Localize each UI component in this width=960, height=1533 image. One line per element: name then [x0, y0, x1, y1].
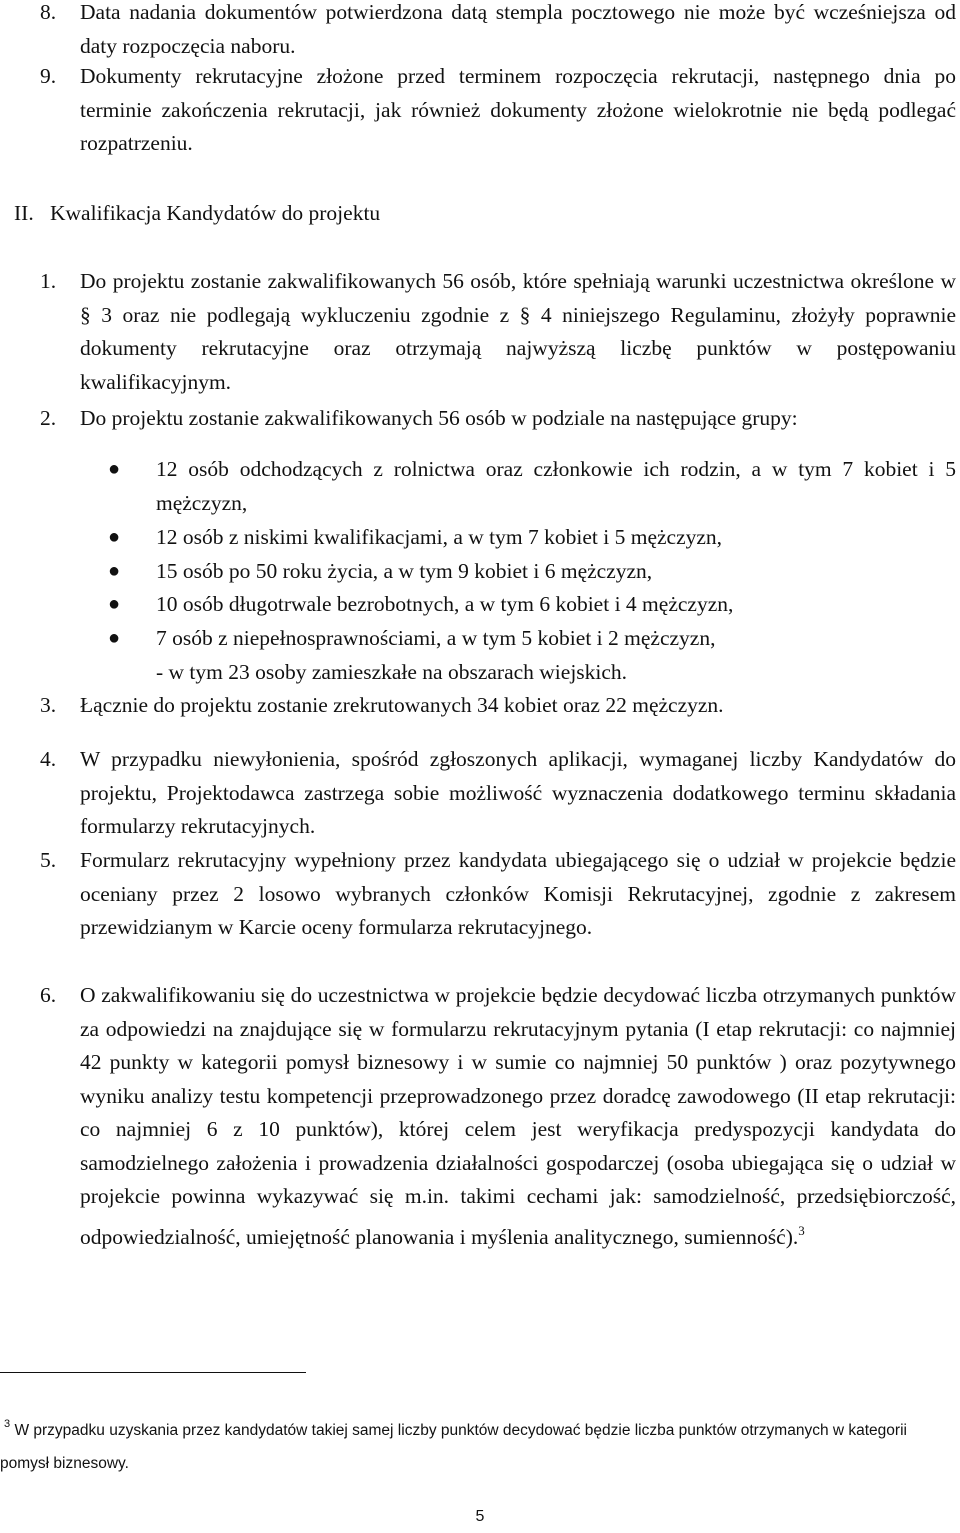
item-number: 9. [40, 64, 57, 88]
item-number: 5. [40, 848, 57, 872]
footnote-reference[interactable]: 3 [798, 1222, 805, 1238]
bullet-icon: ● [108, 627, 121, 649]
footnote-separator [0, 1372, 306, 1373]
rural-note: - w tym 23 osoby zamieszkałe na obszarach wiejskich. [156, 660, 628, 684]
item-text: Do projektu zostanie zakwalifikowanych 56 osób w podziale na następujące grupy: [80, 406, 798, 430]
section-title: Kwalifikacja Kandydatów do projektu [50, 201, 381, 225]
item-text-container [80, 979, 956, 1254]
footnote-mark: 3 [4, 1418, 11, 1430]
item-text: Do projektu zostanie zakwalifikowanych 56 osób, które spełniają warunki uczestnictwa określone w § 3 oraz nie podlegają wykluczeniu zgodnie z § 4 niniejszego Regulaminu, złożyły poprawnie dokumenty rekrutacyjne oraz otrzymają najwyższą liczbę punktów w postępowaniu kwalifikacyjnym. [80, 269, 956, 394]
footnote [0, 1408, 958, 1480]
group-text: 12 osób z niskimi kwalifikacjami, a w tym 7 kobiet i 5 mężczyzn, [156, 525, 723, 549]
item-text: Data nadania dokumentów potwierdzona datą stempla pocztowego nie może być wcześniejsza od daty rozpoczęcia naboru. [80, 0, 956, 58]
item-text: O zakwalifikowaniu się do uczestnictwa w projekcie będzie decydować liczba otrzymanych punktów za odpowiedzi na znajdujące się w formularzu rekrutacyjnym pytania (I etap rekrutacji: co najmniej 42 punkty w kategorii pomysł biznesowy i w sumie co najmniej 50 punktów ) oraz pozytywnego wyniku analizy testu kompetencji przeprowadzonego przez doradcę zawodowego (II etap rekrutacji: co najmniej 6 z 10 punktów), której celem jest weryfikacja predyspozycji kandydata do samodzielnego założenia i prowadzenia działalności gospodarczej (osoba ubiegająca się o udział w projekcie powinna wykazywać się m.in. takimi cechami jak: samodzielność, przedsiębiorczość, odpowiedzialność, umiejętność planowania i myślenia analitycznego, sumienność). [80, 983, 956, 1249]
item-number: 1. [40, 269, 57, 293]
bullet-icon: ● [108, 526, 121, 548]
bullet-icon: ● [108, 458, 121, 480]
group-text: 10 osób długotrwale bezrobotnych, a w tym 6 kobiet i 4 mężczyzn, [156, 592, 734, 616]
item-number: 2. [40, 406, 57, 430]
footnote-text: W przypadku uzyskania przez kandydatów takiej samej liczby punktów decydować będzie liczba punktów otrzymanych w kategorii pomysł biznesowy. [0, 1422, 907, 1472]
item-number: 3. [40, 693, 57, 717]
item-number: 8. [40, 0, 57, 24]
bullet-icon: ● [108, 560, 121, 582]
page-number: 5 [475, 1508, 485, 1525]
item-text: Dokumenty rekrutacyjne złożone przed terminem rozpoczęcia rekrutacji, następnego dnia po terminie zakończenia rekrutacji, jak również dokumenty złożone wielokrotnie nie będą podlegać rozpatrzeniu. [80, 64, 956, 155]
item-text: Formularz rekrutacyjny wypełniony przez kandydata ubiegającego się o udział w projekcie będzie oceniany przez 2 losowo wybranych członków Komisji Rekrutacyjnej, zgodnie z zakresem przewidzianym w Karcie oceny formularza rekrutacyjnego. [80, 848, 956, 939]
group-text: 12 osób odchodzących z rolnictwa oraz członkowie ich rodzin, a w tym 7 kobiet i 5 mężczyzn, [156, 457, 956, 515]
bullet-icon: ● [108, 593, 121, 615]
group-text: 15 osób po 50 roku życia, a w tym 9 kobiet i 6 mężczyzn, [156, 559, 653, 583]
item-number: 6. [40, 983, 57, 1007]
item-number: 4. [40, 747, 57, 771]
item-text: Łącznie do projektu zostanie zrekrutowanych 34 kobiet oraz 22 mężczyzn. [80, 693, 724, 717]
item-text: W przypadku niewyłonienia, spośród zgłoszonych aplikacji, wymaganej liczby Kandydatów do projektu, Projektodawca zastrzega sobie możliwość wyznaczenia dodatkowego terminu składania formularzy rekrutacyjnych. [80, 747, 956, 838]
section-number: II. [14, 201, 34, 225]
group-text: 7 osób z niepełnosprawnościami, a w tym 5 kobiet i 2 mężczyzn, [156, 626, 716, 650]
